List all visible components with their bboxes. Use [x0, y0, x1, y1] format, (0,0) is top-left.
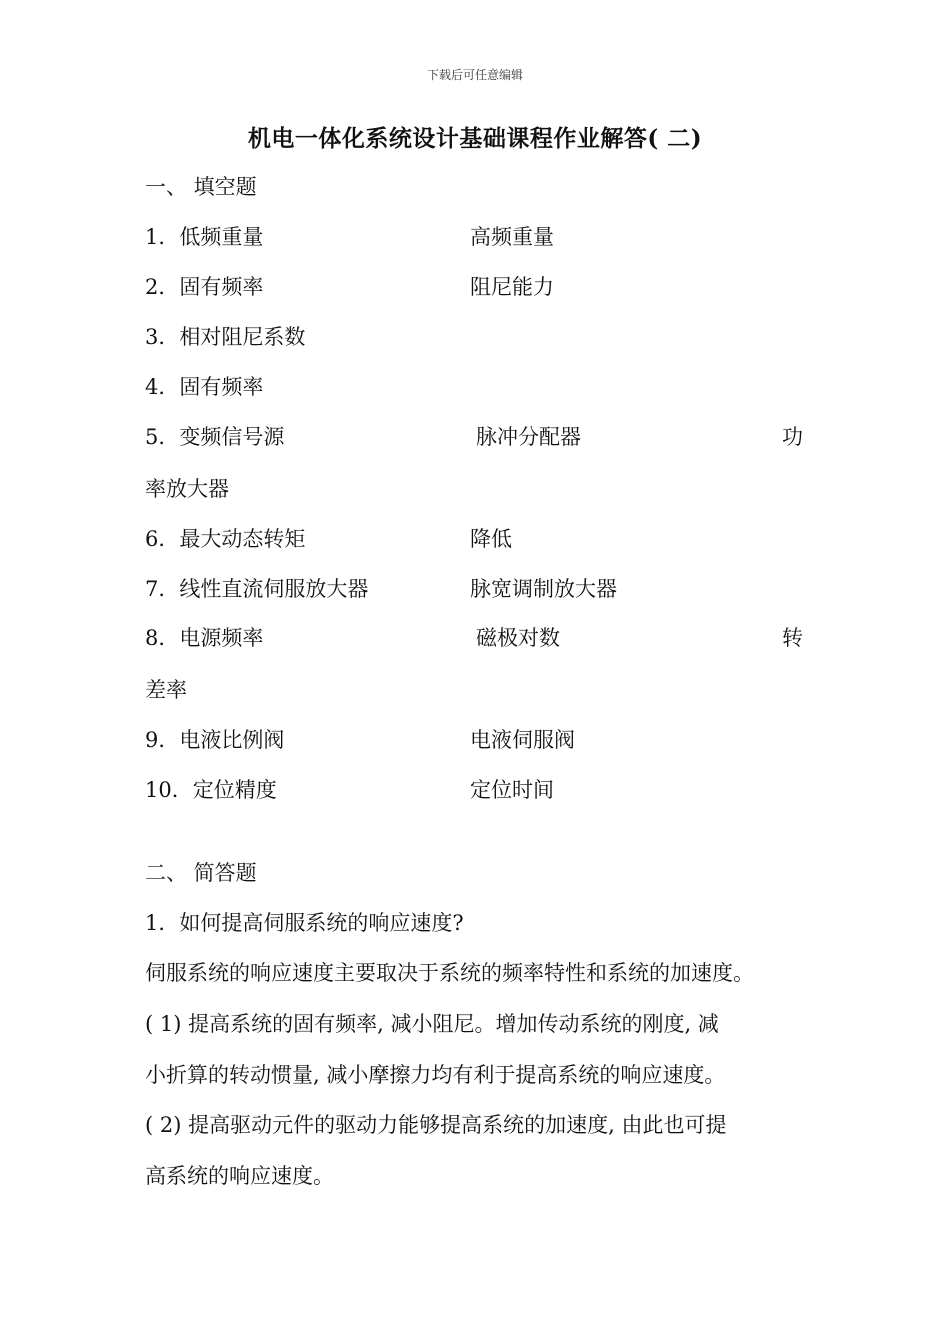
- fill-item-5-wrap-head: 功: [782, 425, 803, 449]
- question-1: 1．如何提高伺服系统的响应速度?: [145, 911, 464, 935]
- fill-item-1: 1．低频重量: [145, 225, 264, 249]
- fill-item-8-wrap-tail: 差率: [145, 678, 187, 702]
- header-note: 下载后可任意编辑: [426, 68, 523, 82]
- answer-point2-line2: 高系统的响应速度。: [145, 1164, 334, 1188]
- fill-item-6: 6．最大动态转矩: [145, 527, 306, 551]
- answer-point1-line1: ( 1) 提高系统的固有频率, 减小阻尼。增加传动系统的刚度, 减: [145, 1012, 719, 1036]
- fill-item-5-wrap-tail: 率放大器: [145, 477, 229, 501]
- fill-item-8-answer2: 磁极对数: [476, 626, 560, 650]
- fill-item-6-answer2: 降低: [470, 527, 512, 551]
- fill-item-1-answer2: 高频重量: [470, 225, 554, 249]
- fill-item-7-answer2: 脉宽调制放大器: [470, 577, 617, 601]
- document-title: 机电一体化系统设计基础课程作业解答( 二): [247, 125, 703, 152]
- fill-item-9: 9．电液比例阀: [145, 728, 285, 752]
- section1-heading: 一、 填空题: [145, 175, 257, 199]
- fill-item-4: 4．固有频率: [145, 375, 264, 399]
- fill-item-10-answer2: 定位时间: [470, 778, 554, 802]
- section2-heading: 二、 简答题: [145, 861, 257, 885]
- answer-point1-line2: 小折算的转动惯量, 减小摩擦力均有利于提高系统的响应速度。: [145, 1063, 726, 1087]
- fill-item-8: 8．电源频率: [145, 626, 264, 650]
- fill-item-5-answer2: 脉冲分配器: [476, 425, 581, 449]
- answer-intro: 伺服系统的响应速度主要取决于系统的频率特性和系统的加速度。: [145, 961, 754, 985]
- fill-item-2-answer2: 阻尼能力: [470, 275, 554, 299]
- fill-item-8-wrap-head: 转: [782, 626, 803, 650]
- fill-item-5: 5．变频信号源: [145, 425, 285, 449]
- fill-item-10: 10．定位精度: [145, 778, 277, 802]
- answer-point2-line1: ( 2) 提高驱动元件的驱动力能够提高系统的加速度, 由此也可提: [145, 1113, 727, 1137]
- fill-item-7: 7．线性直流伺服放大器: [145, 577, 369, 601]
- fill-item-3: 3．相对阻尼系数: [145, 325, 306, 349]
- fill-item-2: 2．固有频率: [145, 275, 264, 299]
- fill-item-9-answer2: 电液伺服阀: [470, 728, 575, 752]
